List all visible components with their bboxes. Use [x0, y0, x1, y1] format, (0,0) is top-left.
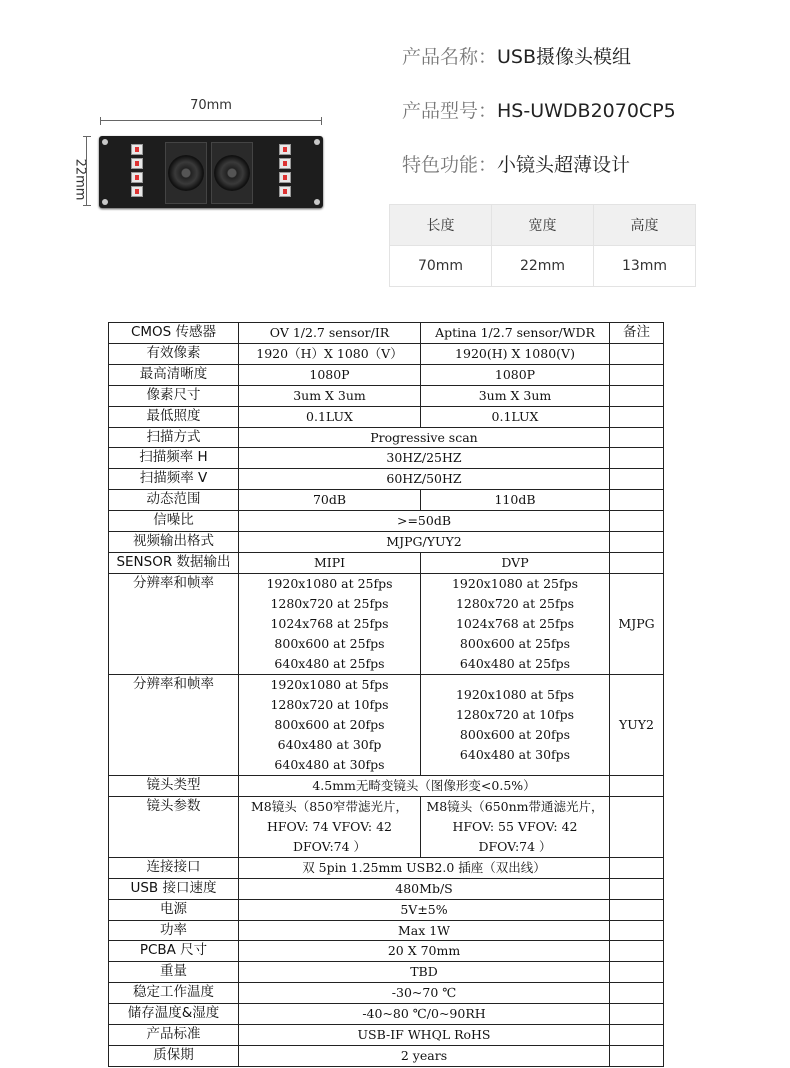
spec-note — [610, 796, 664, 857]
spec-row — [109, 448, 664, 469]
spec-note — [610, 920, 664, 941]
spec-value-ov: 1920（H）X 1080（V） — [239, 343, 421, 364]
spec-label: 功率 — [109, 920, 239, 941]
spec-label: PCBA 尺寸 — [109, 941, 239, 962]
spec-label: 产品标准 — [109, 1025, 239, 1046]
spec-row — [109, 511, 664, 532]
spec-row-resolution — [109, 573, 664, 674]
spec-line: 640x480 at 30fp — [277, 736, 382, 752]
spec-value: 30HZ/25HZ — [239, 448, 610, 469]
spec-row — [109, 406, 664, 427]
spec-value: Progressive scan — [239, 427, 610, 448]
spec-note — [610, 857, 664, 878]
spec-line: 1920x1080 at 25fps — [451, 575, 579, 591]
spec-value: -30~70 ℃ — [239, 983, 610, 1004]
spec-row — [109, 775, 664, 796]
spec-row-lens-params — [109, 796, 664, 857]
dim-value-height: 13mm — [594, 246, 696, 287]
spec-label: 最高清晰度 — [109, 364, 239, 385]
spec-label: 扫描频率 H — [109, 448, 239, 469]
height-dimension-line — [86, 136, 87, 206]
spec-line: 640x480 at 30fps — [274, 756, 385, 772]
lens-icon — [168, 155, 204, 191]
spec-value-aptina — [421, 573, 610, 674]
spec-value-aptina: 3um X 3um — [421, 385, 610, 406]
spec-value: MJPG/YUY2 — [239, 532, 610, 553]
spec-line: 1920x1080 at 5fps — [270, 676, 389, 692]
spec-note — [610, 878, 664, 899]
spec-line: 800x600 at 25fps — [459, 635, 571, 651]
spec-value: 480Mb/S — [239, 878, 610, 899]
spec-value: 20 X 70mm — [239, 941, 610, 962]
spec-table — [108, 322, 664, 1067]
spec-value-aptina: DVP — [421, 552, 610, 573]
spec-label: 储存温度&湿度 — [109, 1004, 239, 1025]
spec-header-sensor: CMOS 传感器 — [109, 323, 239, 344]
spec-label: USB 接口速度 — [109, 878, 239, 899]
spec-row — [109, 469, 664, 490]
spec-line: M8镜头（650nm带通滤光片， — [426, 798, 604, 814]
spec-value: >=50dB — [239, 511, 610, 532]
spec-value-ov: 0.1LUX — [239, 406, 421, 427]
spec-header-note: 备注 — [610, 323, 664, 344]
spec-line: DFOV:74 ） — [478, 838, 552, 854]
spec-value: 4.5mm无畸变镜头（图像形变<0.5%） — [239, 775, 610, 796]
spec-value: 5V±5% — [239, 899, 610, 920]
spec-value: 双 5pin 1.25mm USB2.0 插座（双出线） — [239, 857, 610, 878]
spec-value-aptina — [421, 674, 610, 775]
spec-line: 800x600 at 20fps — [274, 716, 385, 732]
spec-row — [109, 899, 664, 920]
spec-label: 分辨率和帧率 — [109, 674, 239, 775]
spec-value-aptina — [421, 796, 610, 857]
spec-label: 最低照度 — [109, 406, 239, 427]
spec-note — [610, 983, 664, 1004]
spec-note — [610, 385, 664, 406]
spec-row — [109, 1004, 664, 1025]
spec-row — [109, 343, 664, 364]
spec-row — [109, 385, 664, 406]
spec-note — [610, 427, 664, 448]
width-dimension-line — [100, 120, 322, 121]
dimensions-table — [389, 204, 696, 287]
spec-row — [109, 962, 664, 983]
spec-note — [610, 775, 664, 796]
spec-line: HFOV: 55 VFOV: 42 — [452, 818, 578, 834]
spec-label: 动态范围 — [109, 490, 239, 511]
spec-value: 60HZ/50HZ — [239, 469, 610, 490]
spec-row — [109, 1025, 664, 1046]
spec-label: 分辨率和帧率 — [109, 573, 239, 674]
spec-label: 有效像素 — [109, 343, 239, 364]
spec-line: 1024x768 at 25fps — [455, 615, 575, 631]
spec-note — [610, 406, 664, 427]
spec-value: USB-IF WHQL RoHS — [239, 1025, 610, 1046]
dim-value-width: 22mm — [492, 246, 594, 287]
spec-value-aptina: 0.1LUX — [421, 406, 610, 427]
spec-note — [610, 941, 664, 962]
spec-value: 2 years — [239, 1045, 610, 1066]
spec-label: 视频输出格式 — [109, 532, 239, 553]
spec-note — [610, 364, 664, 385]
spec-note — [610, 1004, 664, 1025]
lens-icon — [214, 155, 250, 191]
spec-note — [610, 490, 664, 511]
spec-note — [610, 448, 664, 469]
width-dimension-label: 70mm — [190, 98, 232, 113]
spec-row-resolution — [109, 674, 664, 775]
spec-line: 1280x720 at 10fps — [270, 696, 389, 712]
spec-label: 连接接口 — [109, 857, 239, 878]
spec-line: 1280x720 at 10fps — [455, 706, 575, 722]
spec-value: Max 1W — [239, 920, 610, 941]
spec-line: DFOV:74 ） — [292, 838, 367, 854]
spec-row — [109, 364, 664, 385]
spec-header-ov: OV 1/2.7 sensor/IR — [239, 323, 421, 344]
spec-label: SENSOR 数据输出 — [109, 552, 239, 573]
product-name-line: 产品名称：USB摄像头模组 — [402, 46, 632, 68]
dim-header-length: 长度 — [390, 205, 492, 246]
spec-line: M8镜头（850窄带滤光片， — [250, 798, 409, 814]
spec-value-aptina: 1080P — [421, 364, 610, 385]
spec-value-ov: 1080P — [239, 364, 421, 385]
spec-row — [109, 552, 664, 573]
spec-row — [109, 532, 664, 553]
spec-row — [109, 878, 664, 899]
dim-header-height: 高度 — [594, 205, 696, 246]
spec-row — [109, 427, 664, 448]
spec-label: 镜头类型 — [109, 775, 239, 796]
spec-label: 质保期 — [109, 1045, 239, 1066]
product-feature-line: 特色功能：小镜头超薄设计 — [402, 154, 631, 176]
spec-value-ov: 3um X 3um — [239, 385, 421, 406]
spec-note — [610, 552, 664, 573]
dim-header-width: 宽度 — [492, 205, 594, 246]
spec-row — [109, 920, 664, 941]
spec-label: 扫描频率 V — [109, 469, 239, 490]
spec-label: 电源 — [109, 899, 239, 920]
spec-note — [610, 532, 664, 553]
spec-row — [109, 490, 664, 511]
spec-line: 800x600 at 20fps — [459, 726, 571, 742]
spec-value-ov — [239, 674, 421, 775]
spec-value-aptina: 110dB — [421, 490, 610, 511]
spec-note-format: YUY2 — [610, 674, 664, 775]
spec-label: 镜头参数 — [109, 796, 239, 857]
spec-value: TBD — [239, 962, 610, 983]
dim-value-length: 70mm — [390, 246, 492, 287]
spec-line: 1280x720 at 25fps — [455, 595, 575, 611]
spec-line: 1920x1080 at 5fps — [455, 686, 575, 702]
spec-note — [610, 1025, 664, 1046]
spec-label: 重量 — [109, 962, 239, 983]
spec-note — [610, 899, 664, 920]
spec-line: 640x480 at 25fps — [274, 655, 385, 671]
spec-line: 640x480 at 30fps — [459, 746, 571, 762]
product-model-line: 产品型号：HS-UWDB2070CP5 — [402, 100, 676, 122]
spec-label: 像素尺寸 — [109, 385, 239, 406]
spec-line: 1024x768 at 25fps — [270, 615, 389, 631]
camera-module-image — [99, 136, 323, 208]
spec-value-aptina: 1920(H) X 1080(V) — [421, 343, 610, 364]
spec-value-ov — [239, 796, 421, 857]
spec-note-format: MJPG — [610, 573, 664, 674]
spec-value-ov — [239, 573, 421, 674]
spec-line: 1280x720 at 25fps — [270, 595, 389, 611]
spec-label: 稳定工作温度 — [109, 983, 239, 1004]
spec-label: 扫描方式 — [109, 427, 239, 448]
spec-line: HFOV: 74 VFOV: 42 — [266, 818, 393, 834]
spec-row — [109, 941, 664, 962]
spec-value-ov: MIPI — [239, 552, 421, 573]
height-dimension-label: 22mm — [72, 158, 88, 201]
spec-header-aptina: Aptina 1/2.7 sensor/WDR — [421, 323, 610, 344]
spec-row — [109, 857, 664, 878]
spec-header-row — [109, 323, 664, 344]
spec-note — [610, 469, 664, 490]
spec-note — [610, 962, 664, 983]
spec-value-ov: 70dB — [239, 490, 421, 511]
spec-value: -40~80 ℃/0~90RH — [239, 1004, 610, 1025]
spec-note — [610, 343, 664, 364]
spec-line: 800x600 at 25fps — [274, 635, 385, 651]
spec-line: 640x480 at 25fps — [459, 655, 571, 671]
spec-line: 1920x1080 at 25fps — [266, 575, 393, 591]
spec-row — [109, 1045, 664, 1066]
spec-row — [109, 983, 664, 1004]
spec-note — [610, 1045, 664, 1066]
spec-note — [610, 511, 664, 532]
spec-label: 信噪比 — [109, 511, 239, 532]
